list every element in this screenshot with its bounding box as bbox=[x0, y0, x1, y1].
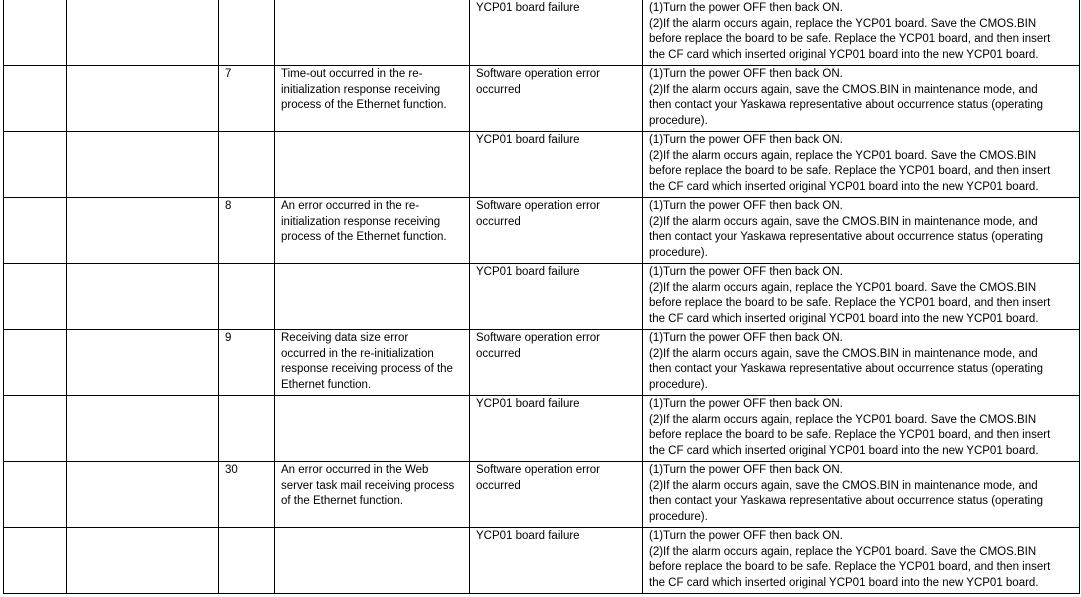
alarm-name-cell bbox=[67, 528, 219, 594]
remedy-line: (1)Turn the power OFF then back ON. bbox=[649, 464, 843, 476]
description-line: initialization response receiving bbox=[281, 215, 441, 228]
alarm-name-cell bbox=[67, 66, 219, 132]
table-row bbox=[4, 528, 1080, 594]
remedy-line: the CF card which inserted original YCP01 board into the new YCP01 board. bbox=[649, 444, 1039, 457]
remedy-line: (2)If the alarm occurs again, replace the YCP01 board. Save the CMOS.BIN bbox=[649, 17, 1037, 30]
remedy-line: the CF card which inserted original YCP01 board into the new YCP01 board. bbox=[649, 312, 1039, 325]
remedy-line: before replace the board to be safe. Replace the YCP01 board, and then insert bbox=[649, 33, 1051, 46]
sub-code-cell bbox=[219, 132, 275, 198]
description-line: initialization response receiving bbox=[281, 83, 441, 96]
table-row bbox=[4, 0, 1080, 66]
description-cell bbox=[275, 0, 470, 66]
cause-line: Software operation error bbox=[476, 464, 601, 476]
alarm-number-cell bbox=[4, 264, 67, 330]
remedy-line: the CF card which inserted original YCP01 board into the new YCP01 board. bbox=[649, 48, 1039, 61]
description-cell bbox=[275, 198, 470, 264]
remedy-line: the CF card which inserted original YCP01 board into the new YCP01 board. bbox=[649, 576, 1039, 589]
description-line: server task mail receiving process bbox=[281, 479, 455, 492]
remedy-line: before replace the board to be safe. Replace the YCP01 board, and then insert bbox=[649, 429, 1051, 442]
cause-cell bbox=[470, 0, 643, 66]
table-row bbox=[4, 330, 1080, 396]
alarm-number-cell bbox=[4, 0, 67, 66]
alarm-table-body bbox=[4, 0, 1080, 594]
code-text: 30 bbox=[225, 464, 238, 476]
alarm-number-cell bbox=[4, 198, 67, 264]
description-line: process of the Ethernet function. bbox=[281, 231, 447, 244]
remedy-line: the CF card which inserted original YCP01 board into the new YCP01 board. bbox=[649, 180, 1039, 193]
remedy-line: (1)Turn the power OFF then back ON. bbox=[649, 266, 843, 278]
alarm-number-cell bbox=[4, 132, 67, 198]
remedy-line: (2)If the alarm occurs again, save the CMOS.BIN in maintenance mode, and bbox=[649, 83, 1038, 96]
remedy-line: (2)If the alarm occurs again, save the CMOS.BIN in maintenance mode, and bbox=[649, 215, 1038, 228]
table-row bbox=[4, 396, 1080, 462]
remedy-cell bbox=[643, 132, 1080, 198]
description-cell bbox=[275, 330, 470, 396]
remedy-line: before replace the board to be safe. Replace the YCP01 board, and then insert bbox=[649, 165, 1051, 178]
cause-cell bbox=[470, 66, 643, 132]
remedy-cell bbox=[643, 396, 1080, 462]
alarm-number-cell bbox=[4, 330, 67, 396]
remedy-line: (1)Turn the power OFF then back ON. bbox=[649, 530, 843, 542]
sub-code-cell bbox=[219, 396, 275, 462]
description-cell bbox=[275, 528, 470, 594]
cause-line: Software operation error bbox=[476, 332, 601, 344]
description-line: occurred in the re-initialization bbox=[281, 347, 434, 360]
cause-line: occurred bbox=[476, 215, 521, 228]
alarm-name-cell bbox=[67, 0, 219, 66]
cause-cell bbox=[470, 396, 643, 462]
cause-line: occurred bbox=[476, 347, 521, 360]
remedy-line: procedure). bbox=[649, 378, 708, 391]
remedy-line: (1)Turn the power OFF then back ON. bbox=[649, 332, 843, 344]
alarm-number-cell bbox=[4, 396, 67, 462]
description-cell bbox=[275, 396, 470, 462]
sub-code-cell bbox=[219, 264, 275, 330]
remedy-line: (2)If the alarm occurs again, save the CMOS.BIN in maintenance mode, and bbox=[649, 479, 1038, 492]
remedy-line: (2)If the alarm occurs again, replace the YCP01 board. Save the CMOS.BIN bbox=[649, 545, 1037, 558]
alarm-number-cell bbox=[4, 462, 67, 528]
sub-code-cell bbox=[219, 66, 275, 132]
remedy-line: (1)Turn the power OFF then back ON. bbox=[649, 134, 843, 146]
sub-code-cell bbox=[219, 198, 275, 264]
remedy-cell bbox=[643, 198, 1080, 264]
remedy-line: procedure). bbox=[649, 114, 708, 127]
remedy-line: (1)Turn the power OFF then back ON. bbox=[649, 2, 843, 14]
remedy-line: (2)If the alarm occurs again, replace the YCP01 board. Save the CMOS.BIN bbox=[649, 281, 1037, 294]
code-text: 7 bbox=[225, 68, 232, 80]
cause-cell bbox=[470, 462, 643, 528]
description-cell bbox=[275, 66, 470, 132]
alarm-number-cell bbox=[4, 66, 67, 132]
remedy-line: (1)Turn the power OFF then back ON. bbox=[649, 398, 843, 410]
description-line: An error occurred in the re- bbox=[281, 200, 420, 212]
description-line: Ethernet function. bbox=[281, 378, 372, 391]
remedy-cell bbox=[643, 528, 1080, 594]
cause-line: occurred bbox=[476, 83, 521, 96]
table-row bbox=[4, 462, 1080, 528]
cause-text: YCP01 board failure bbox=[476, 2, 580, 14]
remedy-line: (1)Turn the power OFF then back ON. bbox=[649, 68, 843, 80]
table-row bbox=[4, 264, 1080, 330]
description-cell bbox=[275, 132, 470, 198]
remedy-line: (2)If the alarm occurs again, replace the YCP01 board. Save the CMOS.BIN bbox=[649, 149, 1037, 162]
alarm-name-cell bbox=[67, 330, 219, 396]
alarm-name-cell bbox=[67, 264, 219, 330]
description-line: Time-out occurred in the re- bbox=[281, 68, 423, 80]
code-text: 9 bbox=[225, 332, 232, 344]
alarm-number-cell bbox=[4, 528, 67, 594]
remedy-line: before replace the board to be safe. Replace the YCP01 board, and then insert bbox=[649, 297, 1051, 310]
remedy-line: then contact your Yaskawa representative about occurrence status (operating bbox=[649, 495, 1043, 508]
remedy-line: before replace the board to be safe. Replace the YCP01 board, and then insert bbox=[649, 561, 1051, 574]
alarm-name-cell bbox=[67, 132, 219, 198]
cause-cell bbox=[470, 264, 643, 330]
cause-text: YCP01 board failure bbox=[476, 266, 580, 278]
alarm-name-cell bbox=[67, 198, 219, 264]
cause-text: YCP01 board failure bbox=[476, 134, 580, 146]
remedy-cell bbox=[643, 0, 1080, 66]
cause-cell bbox=[470, 528, 643, 594]
remedy-line: (2)If the alarm occurs again, save the CMOS.BIN in maintenance mode, and bbox=[649, 347, 1038, 360]
cause-line: Software operation error bbox=[476, 200, 601, 212]
description-cell bbox=[275, 462, 470, 528]
remedy-cell bbox=[643, 462, 1080, 528]
remedy-cell bbox=[643, 264, 1080, 330]
description-line: An error occurred in the Web bbox=[281, 464, 429, 476]
table-row bbox=[4, 132, 1080, 198]
alarm-name-cell bbox=[67, 396, 219, 462]
sub-code-cell bbox=[219, 462, 275, 528]
cause-text: YCP01 board failure bbox=[476, 398, 580, 410]
remedy-cell bbox=[643, 330, 1080, 396]
remedy-line: procedure). bbox=[649, 510, 708, 523]
sub-code-cell bbox=[219, 528, 275, 594]
remedy-line: (1)Turn the power OFF then back ON. bbox=[649, 200, 843, 212]
cause-line: Software operation error bbox=[476, 68, 601, 80]
description-line: Receiving data size error bbox=[281, 332, 409, 344]
description-line: response receiving process of the bbox=[281, 363, 453, 376]
remedy-line: (2)If the alarm occurs again, replace the YCP01 board. Save the CMOS.BIN bbox=[649, 413, 1037, 426]
cause-cell bbox=[470, 330, 643, 396]
code-text: 8 bbox=[225, 200, 232, 212]
remedy-line: then contact your Yaskawa representative about occurrence status (operating bbox=[649, 363, 1043, 376]
table-row bbox=[4, 198, 1080, 264]
description-cell bbox=[275, 264, 470, 330]
remedy-cell bbox=[643, 66, 1080, 132]
remedy-line: then contact your Yaskawa representative about occurrence status (operating bbox=[649, 99, 1043, 112]
description-line: process of the Ethernet function. bbox=[281, 99, 447, 112]
remedy-line: procedure). bbox=[649, 246, 708, 259]
cause-text: YCP01 board failure bbox=[476, 530, 580, 542]
sub-code-cell bbox=[219, 330, 275, 396]
table-row bbox=[4, 66, 1080, 132]
cause-cell bbox=[470, 132, 643, 198]
remedy-line: then contact your Yaskawa representative about occurrence status (operating bbox=[649, 231, 1043, 244]
description-line: of the Ethernet function. bbox=[281, 495, 404, 508]
cause-cell bbox=[470, 198, 643, 264]
cause-line: occurred bbox=[476, 479, 521, 492]
alarm-name-cell bbox=[67, 462, 219, 528]
sub-code-cell bbox=[219, 0, 275, 66]
alarm-table bbox=[3, 0, 1080, 594]
